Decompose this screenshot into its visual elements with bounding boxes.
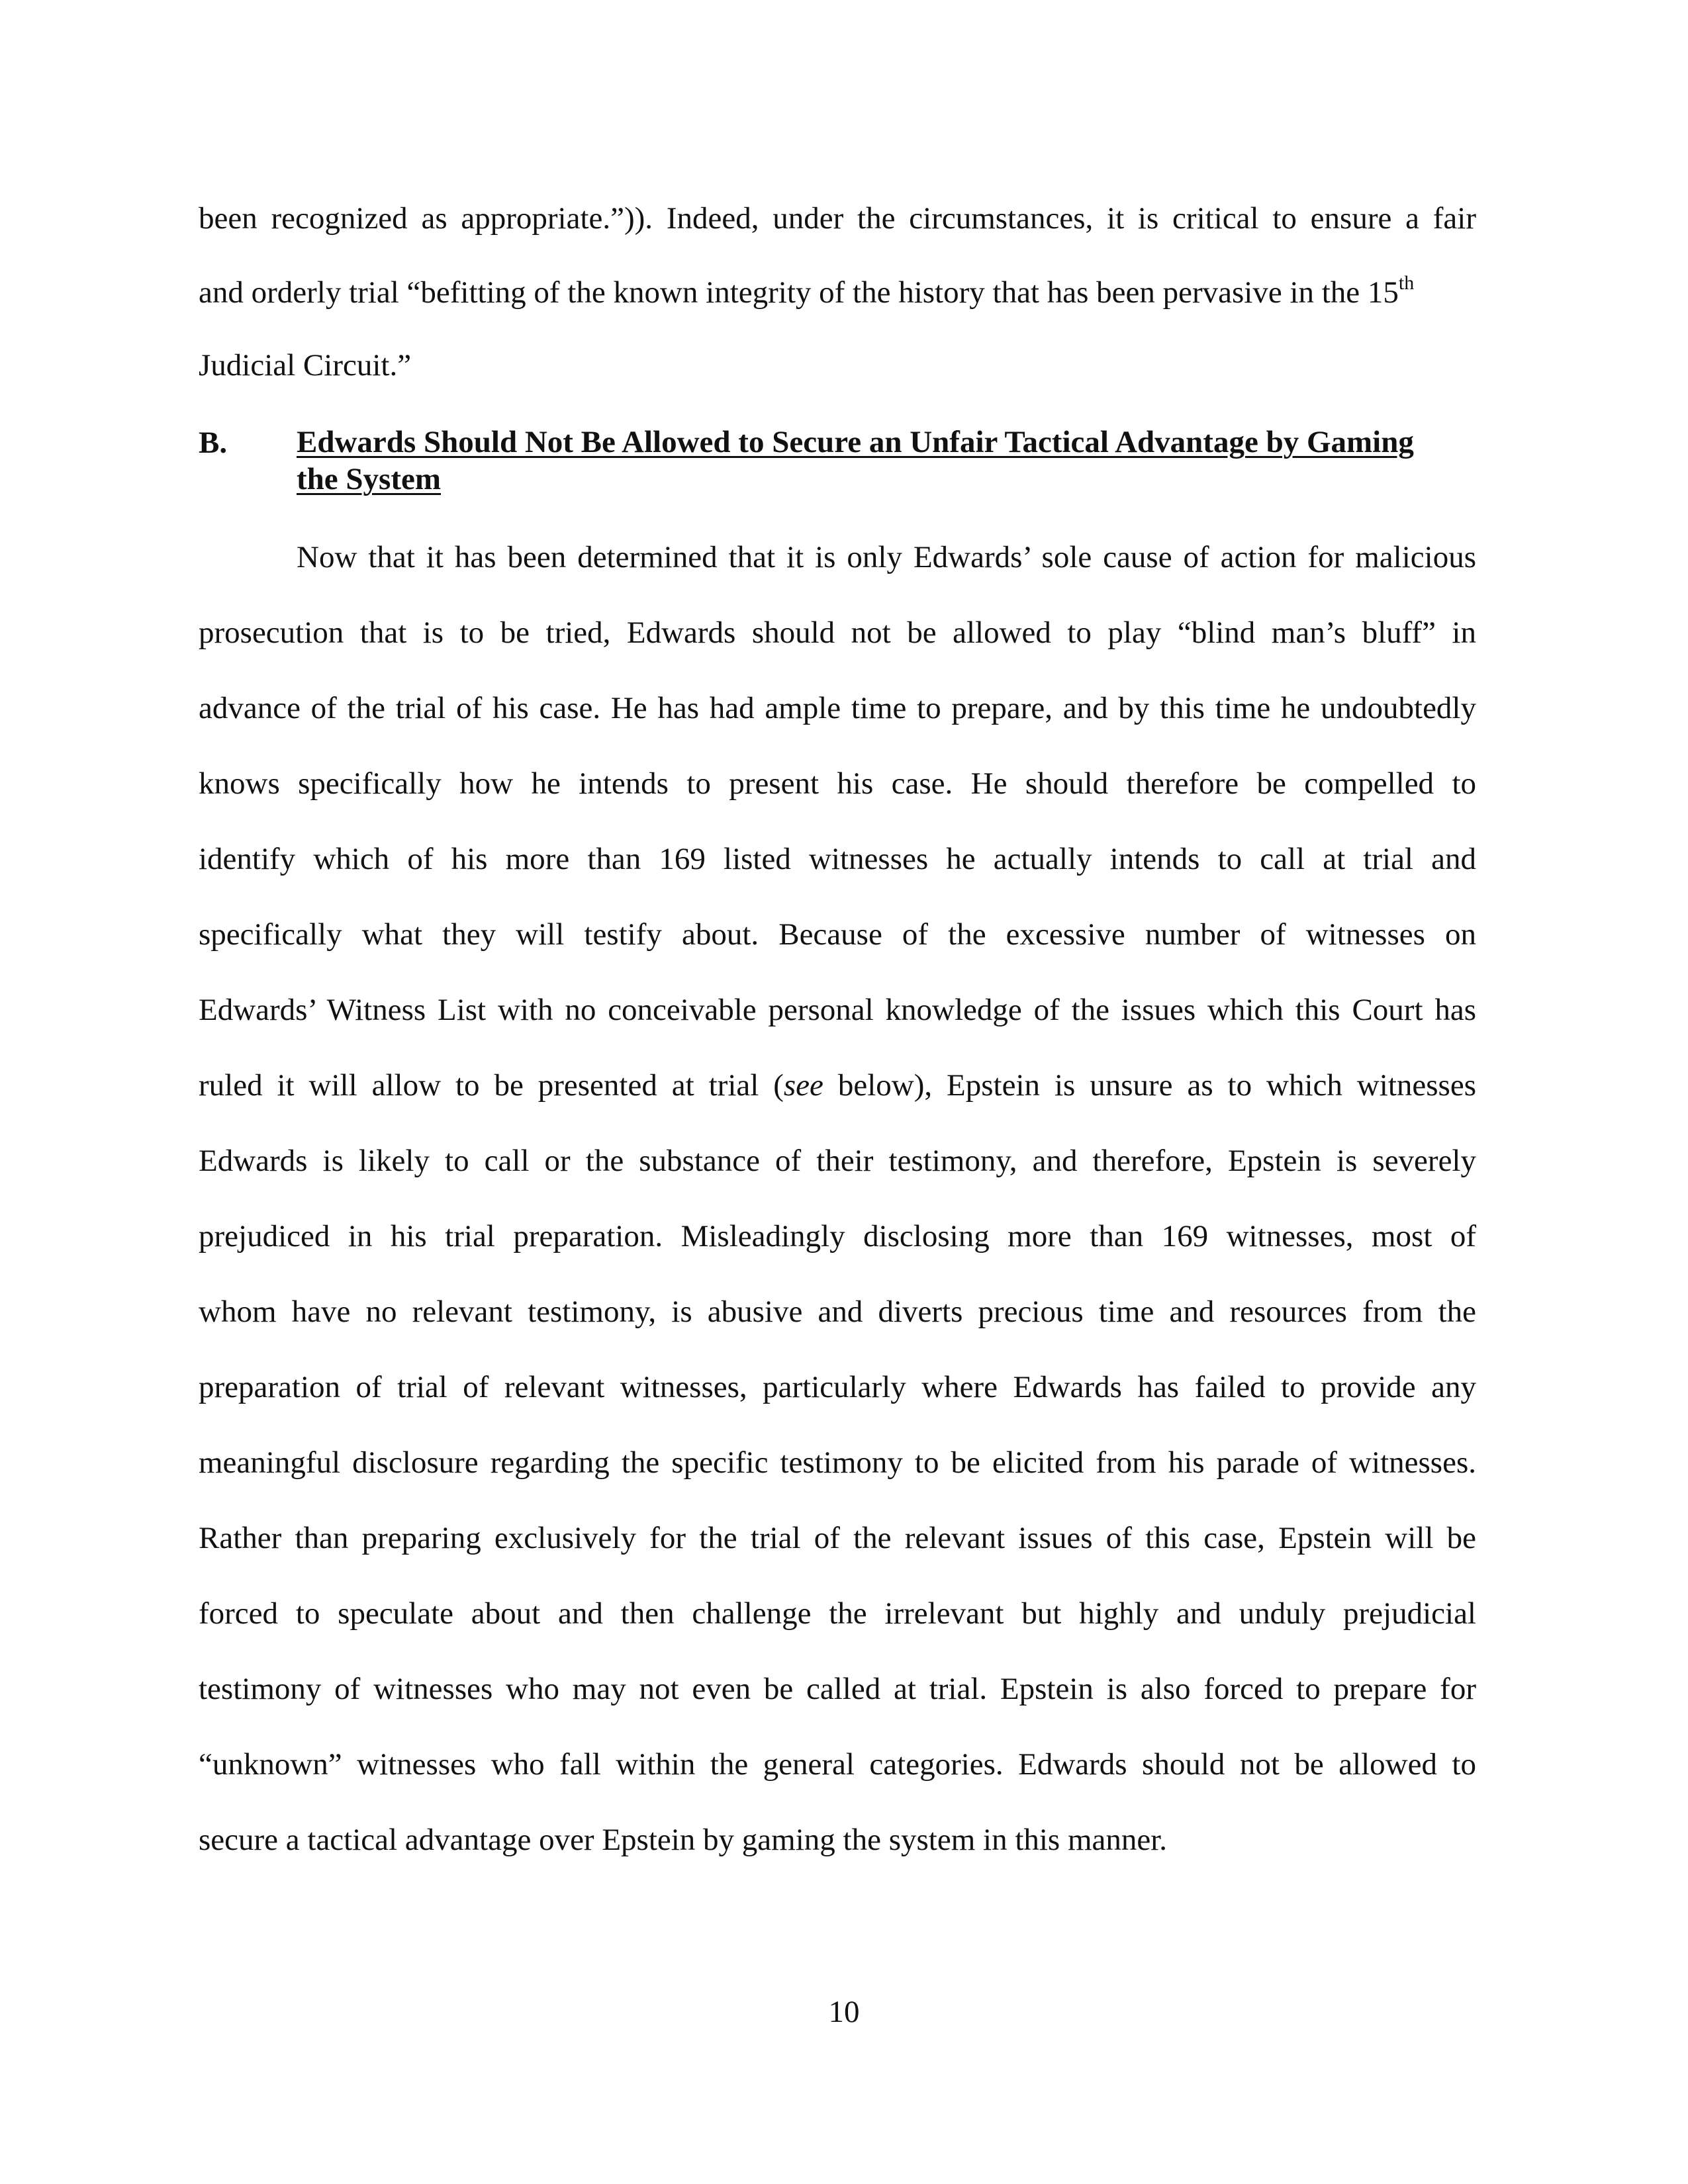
paragraph-line [199, 1066, 1476, 1105]
paragraph-line: Rather than preparing exclusively for the trial of the relevant issues of this case, Epstein will be [199, 1521, 1476, 1555]
paragraph-line: specifically what they will testify about. Because of the excessive number of witnesses on [199, 917, 1476, 952]
paragraph-line: “unknown” witnesses who fall within the general categories. Edwards should not be allowed to [199, 1747, 1476, 1782]
text-span: and orderly trial “befitting of the known integrity of the history that has been pervasive in the 15 [199, 275, 1399, 310]
paragraph-line: identify which of his more than 169 listed witnesses he actually intends to call at trial and [199, 842, 1476, 876]
paragraph-line: prosecution that is to be tried, Edwards should not be allowed to play “blind man’s bluff” in [199, 615, 1476, 650]
text-line [199, 273, 1476, 312]
paragraph-line: prejudiced in his trial preparation. Misleadingly disclosing more than 169 witnesses, most of [199, 1219, 1476, 1253]
text-span: below), Epstein is unsure as to which witnesses [823, 1068, 1476, 1103]
paragraph-line: Edwards is likely to call or the substance of their testimony, and therefore, Epstein is severely [199, 1144, 1476, 1178]
section-heading-line: the System [297, 462, 441, 496]
section-letter: B. [199, 426, 228, 460]
italic-citation-signal: see [783, 1068, 823, 1103]
page-number: 10 [828, 1995, 860, 2029]
text-span: ruled it will allow to be presented at trial ( [199, 1068, 784, 1103]
ordinal-superscript: th [1398, 272, 1415, 294]
paragraph-line: forced to speculate about and then challenge the irrelevant but highly and unduly prejudicial [199, 1596, 1476, 1631]
paragraph-line: preparation of trial of relevant witnesses, particularly where Edwards has failed to provide any [199, 1370, 1476, 1404]
paragraph-line: testimony of witnesses who may not even be called at trial. Epstein is also forced to prepare for [199, 1672, 1476, 1706]
paragraph-line: whom have no relevant testimony, is abusive and diverts precious time and resources from the [199, 1295, 1476, 1329]
paragraph-line: meaningful disclosure regarding the specific testimony to be elicited from his parade of witnesses. [199, 1445, 1476, 1480]
text-line: been recognized as appropriate.”)). Indeed, under the circumstances, it is critical to ensure a fair [199, 201, 1476, 236]
paragraph-last-line: secure a tactical advantage over Epstein by gaming the system in this manner. [199, 1823, 1168, 1857]
paragraph-line: advance of the trial of his case. He has had ample time to prepare, and by this time he undoubtedly [199, 691, 1476, 725]
paragraph-line: Edwards’ Witness List with no conceivable personal knowledge of the issues which this Court has [199, 993, 1476, 1027]
paragraph-line: Now that it has been determined that it is only Edwards’ sole cause of action for malicious [297, 540, 1476, 574]
section-heading-line: Edwards Should Not Be Allowed to Secure an Unfair Tactical Advantage by Gaming [297, 425, 1414, 459]
text-line: Judicial Circuit.” [199, 348, 412, 383]
paragraph-line: knows specifically how he intends to present his case. He should therefore be compelled to [199, 766, 1476, 801]
